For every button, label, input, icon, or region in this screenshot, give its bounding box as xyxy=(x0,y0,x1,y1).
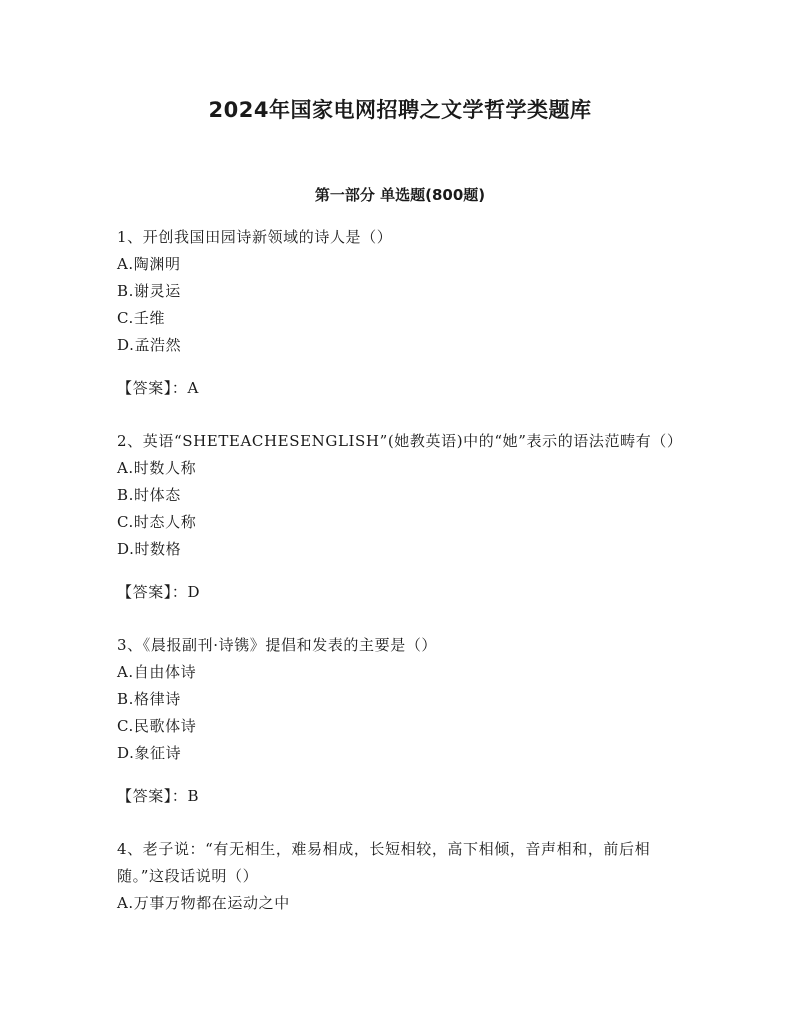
answer-value: D xyxy=(187,583,201,601)
question-1 xyxy=(117,224,692,402)
answer-line xyxy=(117,375,692,402)
answer-value: A xyxy=(187,379,199,397)
answer-label: 【答案】： xyxy=(117,787,188,805)
section-title: 第一部分 单选题(800题) xyxy=(314,186,486,204)
document-title: 2024年国家电网招聘之文学哲学类题库 xyxy=(208,98,592,122)
option-a: A.陶渊明 xyxy=(117,255,181,273)
question-text: 2、英语“SHETEACHESENGLISH”(她教英语)中的“她”表示的语法范畴有（） xyxy=(117,432,683,450)
option-b: B.谢灵运 xyxy=(117,282,181,300)
answer-label: 【答案】： xyxy=(117,583,188,601)
answer-line xyxy=(117,783,692,810)
option-b: B.格律诗 xyxy=(117,690,181,708)
question-2 xyxy=(117,428,692,606)
question-text: 1、开创我国田园诗新领域的诗人是（） xyxy=(117,228,393,246)
option-a: A.时数人称 xyxy=(117,459,197,477)
question-text: 3、《晨报副刊·诗镌》提倡和发表的主要是（） xyxy=(117,636,438,654)
option-c: C.时态人称 xyxy=(117,513,197,531)
option-d: D.象征诗 xyxy=(117,744,182,762)
option-b: B.时体态 xyxy=(117,486,181,504)
question-3 xyxy=(117,632,692,810)
option-a: A.自由体诗 xyxy=(117,663,197,681)
option-c: C.民歌体诗 xyxy=(117,717,197,735)
answer-line xyxy=(117,579,692,606)
option-d: D.时数格 xyxy=(117,540,182,558)
option-a: A.万事万物都在运动之中 xyxy=(117,894,290,912)
option-d: D.孟浩然 xyxy=(117,336,182,354)
answer-value: B xyxy=(187,787,200,805)
question-text: 4、老子说：“有无相生，难易相成，长短相较，高下相倾，音声相和，前后相随。”这段话说明（） xyxy=(117,840,651,885)
answer-label: 【答案】： xyxy=(117,379,188,397)
question-4 xyxy=(117,836,692,917)
option-c: C.壬维 xyxy=(117,309,166,327)
question-list xyxy=(117,224,692,943)
